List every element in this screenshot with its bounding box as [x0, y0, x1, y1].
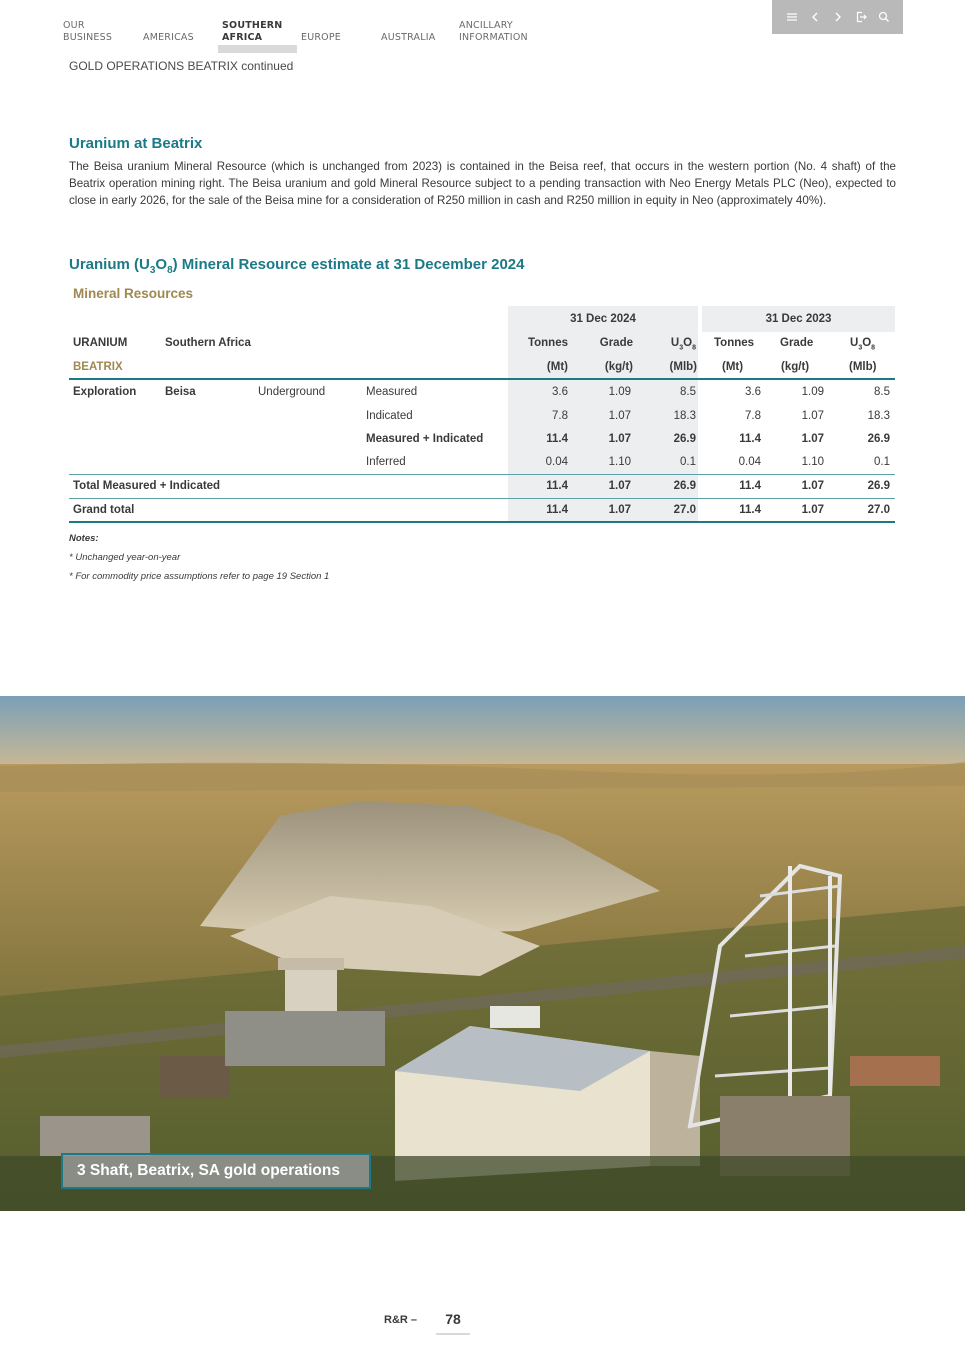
estimate-heading: Uranium $(U_3O_8)$ Mineral Resource estimate at 31 December 2024 [69, 256, 525, 276]
value-cell: 0.1 [680, 456, 696, 468]
value-cell: 11.4 [739, 480, 761, 492]
u3o8-unit: (Mlb) [669, 361, 697, 373]
value-cell: 18.3 [867, 410, 890, 422]
category-cell: Inferred [366, 456, 406, 468]
notes-title: Notes: [69, 533, 99, 544]
nav-label: AMERICAS [143, 32, 194, 43]
active-nav-indicator [218, 45, 297, 53]
value-cell: 1.07 [608, 433, 631, 445]
value-cell: 1.09 [801, 386, 824, 398]
value-cell: 11.4 [739, 504, 761, 516]
value-cell: 11.4 [546, 433, 568, 445]
value-cell: 3.6 [745, 386, 761, 398]
nav-ancillary-information[interactable] [459, 20, 528, 44]
grand-total-row [69, 498, 895, 522]
toolbar [772, 0, 903, 34]
value-cell: 26.9 [867, 480, 890, 492]
value-cell: 8.5 [680, 386, 696, 398]
nav-label-line1: SOUTHERN [222, 20, 283, 31]
category-cell: Measured [366, 386, 418, 398]
commodity-label: URANIUM [73, 337, 128, 349]
nav-label-line1: ANCILLARY [459, 20, 513, 31]
total-label: Grand total [73, 504, 135, 516]
menu-icon[interactable] [783, 9, 800, 26]
stage-cell: Exploration [73, 386, 137, 398]
photo-illustration [0, 696, 965, 1211]
u3o8-header: $U_3O_8$ [850, 337, 876, 352]
metric-header-row [69, 331, 895, 355]
chevron-left-icon[interactable] [806, 9, 823, 26]
value-cell: 1.07 [608, 480, 631, 492]
page-number: 78 [445, 1311, 461, 1327]
top-navigation [0, 0, 965, 60]
period-header-row [69, 307, 895, 331]
value-cell: 0.04 [738, 456, 761, 468]
section-label: GOLD OPERATIONS BEATRIX continued [69, 59, 294, 73]
nav-americas[interactable] [143, 32, 194, 44]
photo-caption: 3 Shaft, Beatrix, SA gold operations [61, 1153, 371, 1189]
tonnes-header: Tonnes [714, 337, 755, 349]
value-cell: 3.6 [552, 386, 568, 398]
value-cell: 11.4 [739, 433, 761, 445]
unit-header-row [69, 355, 895, 379]
chevron-right-icon[interactable] [829, 9, 846, 26]
nav-southern-africa[interactable] [222, 20, 282, 44]
nav-label-line2: AFRICA [222, 32, 263, 43]
table-bottom-rule [69, 521, 895, 523]
u3o8-unit: (Mlb) [849, 361, 877, 373]
value-cell: 18.3 [673, 410, 696, 422]
period-2023: 31 Dec 2023 [765, 313, 832, 325]
value-cell: 11.4 [546, 480, 568, 492]
total-row [69, 474, 895, 498]
uranium-paragraph: The Beisa uranium Mineral Resource (which is unchanged from 2023) is contained in the Beisa reef, that occurs in the western portion (No. 4 shaft) of the Beatrix operation mining right. The Beisa uranium and gold Mineral Resource subject to a pending transaction with Neo Energy Metals PLC (Neo), expected to close in early 2026, for the sale of the Beisa mine for a consideration of R250 million in cash and R250 million in equity in Neo (approximately 40%). [69, 160, 896, 207]
uranium-heading: Uranium at Beatrix [69, 135, 203, 152]
value-cell: 1.10 [801, 456, 824, 468]
nav-label-line1: OUR [63, 20, 85, 31]
note-item: * For commodity price assumptions refer to page 19 Section 1 [69, 571, 330, 582]
value-cell: 8.5 [874, 386, 890, 398]
exit-icon[interactable] [852, 9, 869, 26]
value-cell: 1.10 [608, 456, 631, 468]
site-photo [0, 696, 965, 1211]
value-cell: 0.04 [545, 456, 568, 468]
table-row [69, 404, 895, 428]
page-number-underline [436, 1333, 470, 1335]
mineral-resources-heading: Mineral Resources [73, 286, 194, 301]
nav-label: AUSTRALIA [381, 32, 436, 43]
tonnes-unit: (Mt) [722, 361, 744, 373]
tonnes-header: Tonnes [527, 337, 568, 349]
operation-label: BEATRIX [73, 361, 123, 373]
value-cell: 11.4 [546, 504, 568, 516]
value-cell: 1.09 [608, 386, 631, 398]
value-cell: 26.9 [673, 433, 696, 445]
nav-label-line2: INFORMATION [459, 32, 528, 43]
u3o8-header: $U_3O_8$ [670, 337, 696, 352]
category-cell: Measured + Indicated [366, 433, 484, 445]
value-cell: 26.9 [867, 433, 890, 445]
region-label: Southern Africa [165, 337, 251, 349]
nav-our-business[interactable] [63, 20, 112, 44]
value-cell: 26.9 [673, 480, 696, 492]
nav-australia[interactable] [381, 32, 435, 44]
nav-europe[interactable] [301, 32, 341, 44]
value-cell: 1.07 [801, 480, 824, 492]
value-cell: 7.8 [552, 410, 568, 422]
value-cell: 1.07 [801, 433, 824, 445]
footer-label: R&R – [384, 1314, 418, 1326]
grade-unit: (kg/t) [781, 361, 810, 373]
value-cell: 27.0 [673, 504, 696, 516]
value-cell: 1.07 [801, 410, 824, 422]
note-item: * Unchanged year-on-year [69, 552, 181, 563]
nav-label: EUROPE [301, 32, 341, 43]
value-cell: 7.8 [745, 410, 761, 422]
category-cell: Indicated [366, 410, 413, 422]
nav-label-line2: BUSINESS [63, 32, 113, 43]
value-cell: 1.07 [801, 504, 824, 516]
tonnes-unit: (Mt) [546, 361, 568, 373]
value-cell: 1.07 [608, 410, 631, 422]
search-icon[interactable] [875, 9, 892, 26]
method-cell: Underground [258, 386, 326, 398]
grade-header: Grade [599, 337, 633, 349]
value-cell: 1.07 [608, 504, 631, 516]
period-2024: 31 Dec 2024 [570, 313, 636, 325]
table-row [69, 380, 895, 404]
table-row [69, 427, 895, 451]
grade-unit: (kg/t) [604, 361, 633, 373]
project-cell: Beisa [165, 386, 196, 398]
value-cell: 27.0 [867, 504, 890, 516]
table-row [69, 450, 895, 474]
total-label: Total Measured + Indicated [73, 480, 221, 492]
value-cell: 0.1 [874, 456, 890, 468]
grade-header: Grade [780, 337, 814, 349]
